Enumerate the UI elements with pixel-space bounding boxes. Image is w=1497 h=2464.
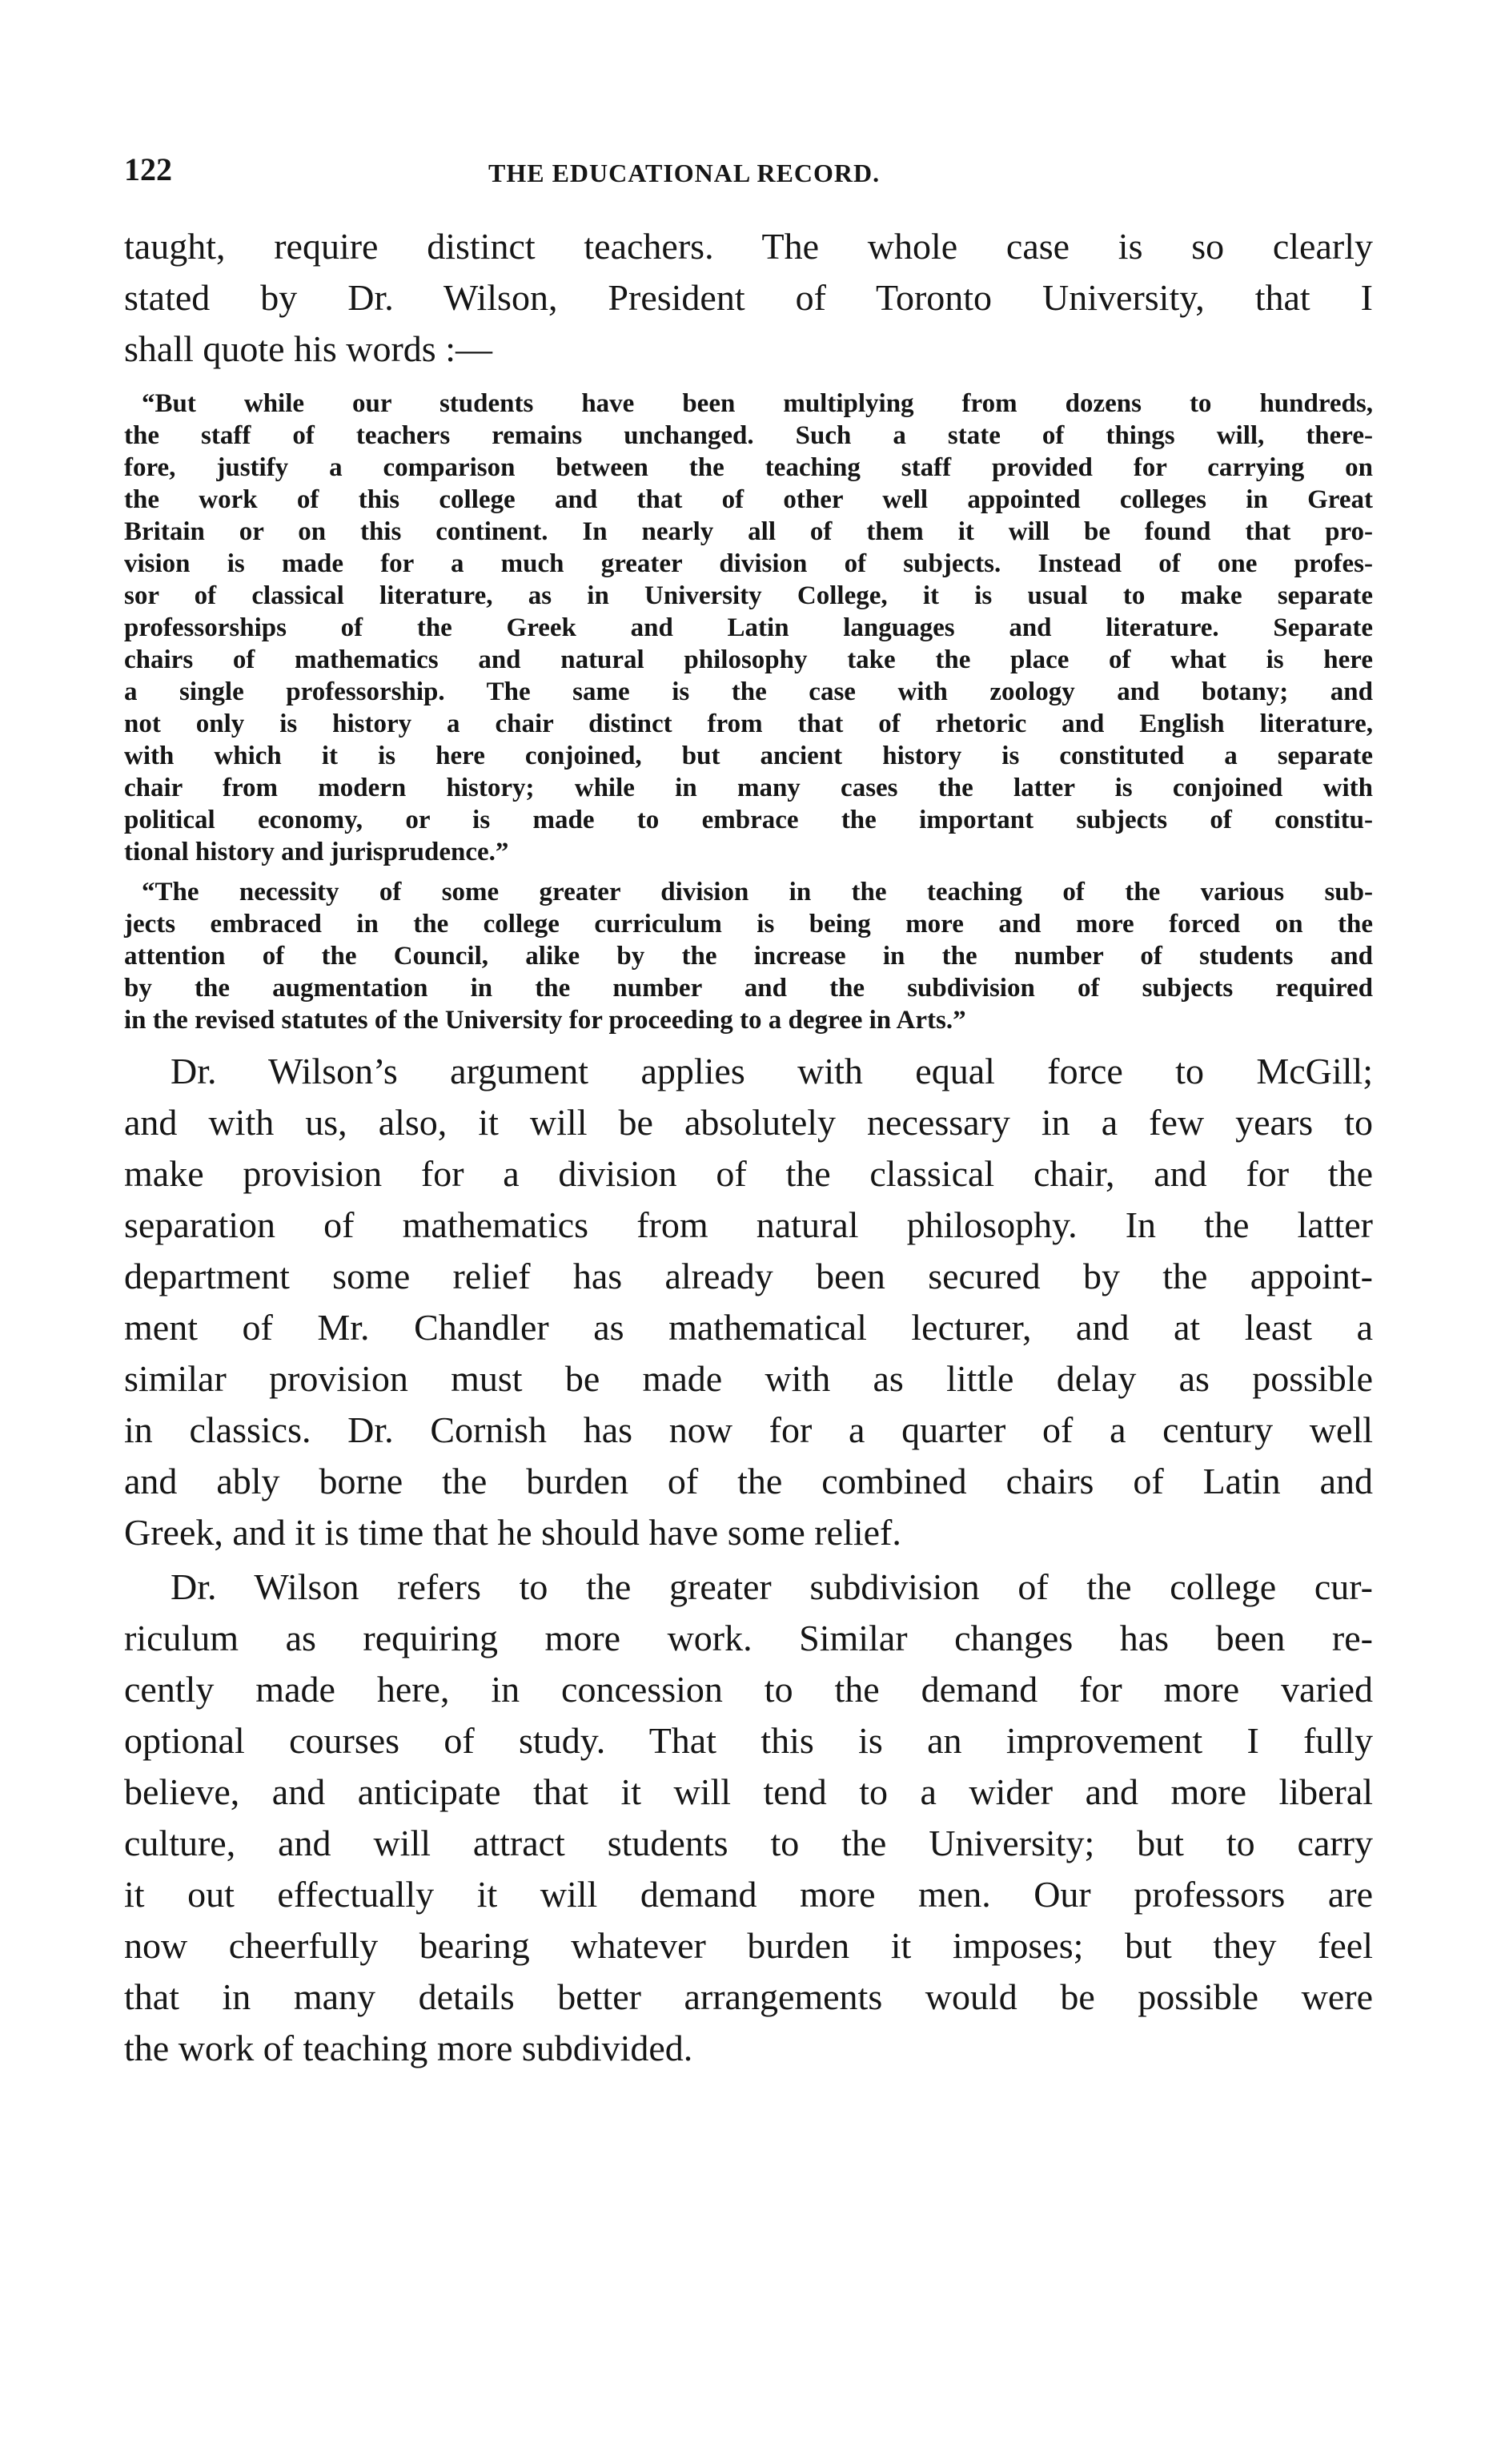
- text-line: now cheerfully bearing whatever burden it imposes; but they feel: [124, 1925, 1373, 1966]
- text-line: department some relief has already been secured by the appoint-: [124, 1256, 1373, 1296]
- quote-line: with which it is here conjoined, but ancient history is constituted a separate: [124, 742, 1373, 770]
- text-line: and with us, also, it will be absolutely necessary in a few years to: [124, 1102, 1373, 1143]
- quote-line: by the augmentation in the number and the subdivision of subjects required: [124, 974, 1373, 1003]
- quote-line: fore, justify a comparison between the teaching staff provided for carrying on: [124, 453, 1373, 482]
- page-header: [124, 151, 1373, 199]
- quote-line: attention of the Council, alike by the increase in the number of students and: [124, 942, 1373, 971]
- quote-line: chairs of mathematics and natural philosophy take the place of what is here: [124, 645, 1373, 674]
- text-line: make provision for a division of the classical chair, and for the: [124, 1153, 1373, 1194]
- text-line: the work of teaching more subdivided.: [124, 2028, 693, 2068]
- quote-line: chair from modern history; while in many cases the latter is conjoined with: [124, 774, 1373, 802]
- text-line: optional courses of study. That this is an improvement I fully: [124, 1720, 1373, 1761]
- text-line: riculum as requiring more work. Similar changes has been re-: [124, 1618, 1373, 1658]
- quote-line: vision is made for a much greater division of subjects. Instead of one profes-: [124, 549, 1373, 578]
- text-line: taught, require distinct teachers. The whole case is so clearly: [124, 226, 1373, 267]
- quote-line: jects embraced in the college curriculum is being more and more forced on the: [124, 910, 1373, 939]
- text-line: Dr. Wilson’s argument applies with equal force to McGill;: [171, 1051, 1373, 1091]
- text-line: ment of Mr. Chandler as mathematical lecturer, and at least a: [124, 1307, 1373, 1348]
- quote-line: tional history and jurisprudence.”: [124, 838, 509, 866]
- text-line: shall quote his words :—: [124, 328, 492, 369]
- quote-line: the staff of teachers remains unchanged. Such a state of things will, there-: [124, 421, 1373, 450]
- text-line: stated by Dr. Wilson, President of Toronto University, that I: [124, 277, 1373, 318]
- quote-line: Britain or on this continent. In nearly all of them it will be found that pro-: [124, 517, 1373, 546]
- text-line: and ably borne the burden of the combined chairs of Latin and: [124, 1461, 1373, 1501]
- text-line: that in many details better arrangements would be possible were: [124, 1976, 1373, 2017]
- text-line: similar provision must be made with as little delay as possible: [124, 1358, 1373, 1399]
- text-line: Greek, and it is time that he should have some relief.: [124, 1512, 901, 1553]
- text-line: in classics. Dr. Cornish has now for a quarter of a century well: [124, 1409, 1373, 1450]
- quote-line: the work of this college and that of other well appointed colleges in Great: [124, 485, 1373, 514]
- quote-line: sor of classical literature, as in University College, it is usual to make separate: [124, 581, 1373, 610]
- text-line: it out effectually it will demand more men. Our professors are: [124, 1874, 1373, 1915]
- quote-line: “The necessity of some greater division in the teaching of the various sub-: [142, 878, 1373, 906]
- quote-line: professorships of the Greek and Latin languages and literature. Separate: [124, 613, 1373, 642]
- running-head: THE EDUCATIONAL RECORD.: [488, 159, 881, 187]
- quote-line: in the revised statutes of the University for proceeding to a degree in Arts.”: [124, 1006, 966, 1035]
- text-line: cently made here, in concession to the demand for more varied: [124, 1669, 1373, 1710]
- page-number: 122: [124, 151, 172, 187]
- text-line: culture, and will attract students to the University; but to carry: [124, 1823, 1373, 1863]
- text-line: separation of mathematics from natural philosophy. In the latter: [124, 1204, 1373, 1245]
- quote-line: “But while our students have been multiplying from dozens to hundreds,: [142, 389, 1373, 418]
- quote-line: not only is history a chair distinct from that of rhetoric and English literature,: [124, 709, 1373, 738]
- text-line: Dr. Wilson refers to the greater subdivision of the college cur-: [171, 1566, 1373, 1607]
- quote-line: a single professorship. The same is the case with zoology and botany; and: [124, 677, 1373, 706]
- quote-line: political economy, or is made to embrace the important subjects of constitu-: [124, 806, 1373, 834]
- text-line: believe, and anticipate that it will tend to a wider and more liberal: [124, 1771, 1373, 1812]
